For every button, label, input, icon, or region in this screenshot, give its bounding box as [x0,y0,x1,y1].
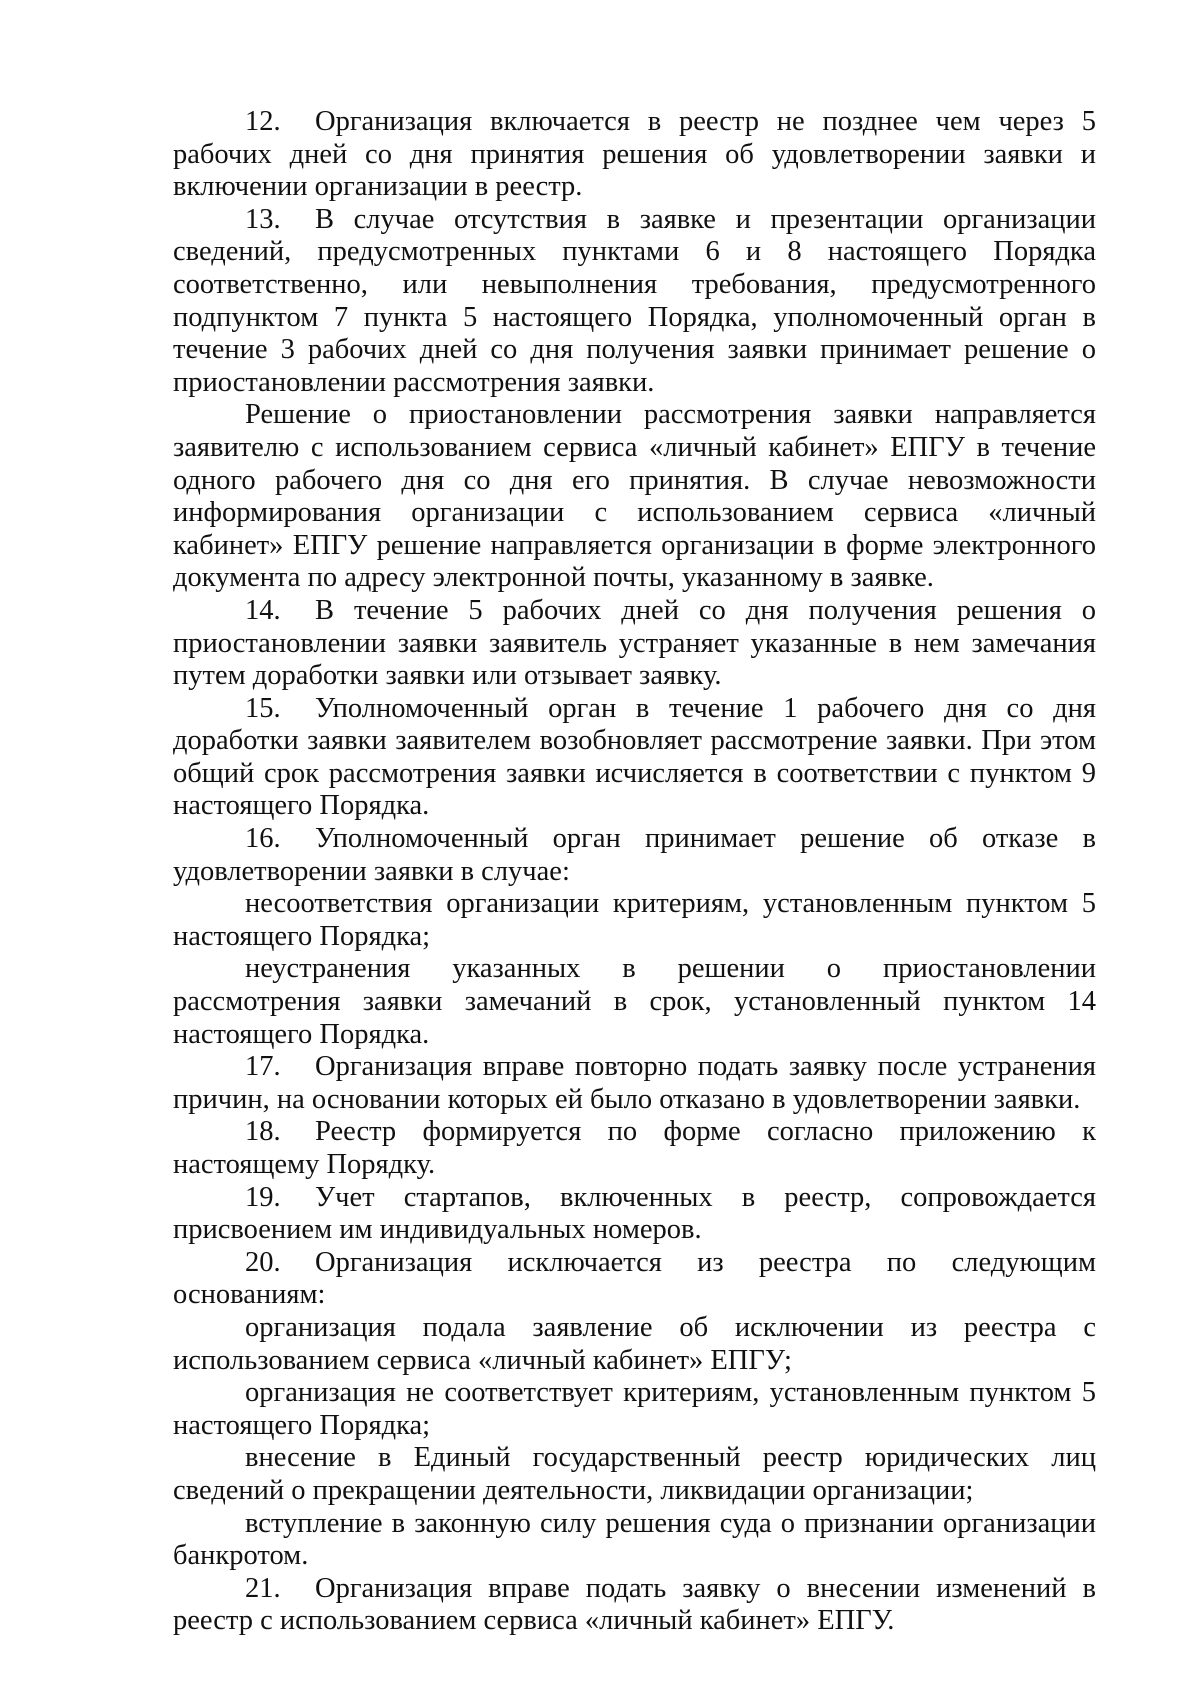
paragraph-15 [173,693,1096,823]
paragraph-text: вступление в законную силу решения суда о признании организации банкротом. [173,1507,1096,1572]
paragraph-16 [173,823,1096,888]
paragraph-17 [173,1051,1096,1116]
paragraph-16-case-1 [173,888,1096,953]
paragraph-text: организация не соответствует критериям, установленным пунктом 5 настоящего Порядка; [173,1377,1096,1441]
paragraph-number: 17. [245,1051,281,1083]
paragraph-20-ground-3 [173,1442,1096,1507]
paragraph-20-ground-1 [173,1312,1096,1377]
paragraph-text: В случае отсутствия в заявке и презентации организации сведений, предусмотренных пунктами 6 и 8 настоящего Порядка соответственно, или невыполнения требования, предусмотренного подпунктом 7 пункта 5 настоящего Порядка, уполномоченный орган в течение 3 рабочих дней со дня получения заявки принимает решение о приостановлении рассмотрения заявки. [173,203,1096,398]
paragraph-text: Решение о приостановлении рассмотрения заявки направляется заявителю с использованием сервиса «личный кабинет» ЕПГУ в течение одного рабочего дня со дня его принятия. В случае невозможности информирования организации с использованием сервиса «личный кабинет» ЕПГУ решение направляется организации в форме электронного документа по адресу электронной почты, указанному в заявке. [173,399,1096,594]
paragraph-number: 14. [245,594,281,626]
paragraph-text: Уполномоченный орган принимает решение об отказе в удовлетворении заявки в случае: [173,823,1096,887]
paragraph-text: Организация вправе повторно подать заявку после устранения причин, на основании которых ей было отказано в удовлетворении заявки. [173,1051,1096,1115]
paragraph-20 [173,1247,1096,1312]
paragraph-number: 13. [245,203,281,235]
paragraph-number: 12. [245,106,281,137]
paragraph-text: внесение в Единый государственный реестр юридических лиц сведений о прекращении деятельности, ликвидации организации; [173,1442,1096,1506]
paragraph-number: 18. [245,1116,281,1148]
paragraph-19 [173,1182,1096,1247]
paragraph-number: 20. [245,1246,281,1278]
paragraph-text: несоответствия организации критериям, установленным пунктом 5 настоящего Порядка; [173,888,1096,952]
paragraph-20-ground-4 [173,1508,1096,1573]
paragraph-number: 15. [245,692,281,724]
paragraph-18 [173,1116,1096,1181]
paragraph-text: Учет стартапов, включенных в реестр, сопровождается присвоением им индивидуальных номеров. [173,1181,1096,1246]
paragraph-14 [173,595,1096,693]
paragraph-text: неустранения указанных в решении о приостановлении рассмотрения заявки замечаний в срок, установленный пунктом 14 настоящего Порядка. [173,953,1096,1050]
paragraph-13 [173,204,1096,400]
paragraph-number: 16. [245,823,281,855]
paragraph-text: Уполномоченный орган в течение 1 рабочего дня со дня доработки заявки заявителем возобновляет рассмотрение заявки. При этом общий срок рассмотрения заявки исчисляется в соответствии с пунктом 9 настоящего Порядка. [173,692,1096,822]
paragraph-text: организация подала заявление об исключении из реестра с использованием сервиса «личный кабинет» ЕПГУ; [173,1311,1096,1376]
paragraph-number: 19. [245,1181,281,1213]
paragraph-12 [173,106,1096,204]
paragraph-number: 21. [245,1572,281,1604]
paragraph-16-case-2 [173,953,1096,1051]
paragraph-text: Реестр формируется по форме согласно приложению к настоящему Порядку. [173,1116,1096,1180]
paragraph-13-decision [173,399,1096,595]
paragraph-text: Организация вправе подать заявку о внесении изменений в реестр с использованием сервиса «личный кабинет» ЕПГУ. [173,1572,1096,1637]
paragraph-text: Организация включается в реестр не позднее чем через 5 рабочих дней со дня принятия решения об удовлетворении заявки и включении организации в реестр. [173,106,1096,203]
paragraph-text: В течение 5 рабочих дней со дня получения решения о приостановлении заявки заявитель устраняет указанные в нем замечания путем доработки заявки или отзывает заявку. [173,594,1096,692]
paragraph-text: Организация исключается из реестра по следующим основаниям: [173,1246,1096,1311]
paragraph-20-ground-2 [173,1377,1096,1442]
paragraph-21 [173,1573,1096,1638]
